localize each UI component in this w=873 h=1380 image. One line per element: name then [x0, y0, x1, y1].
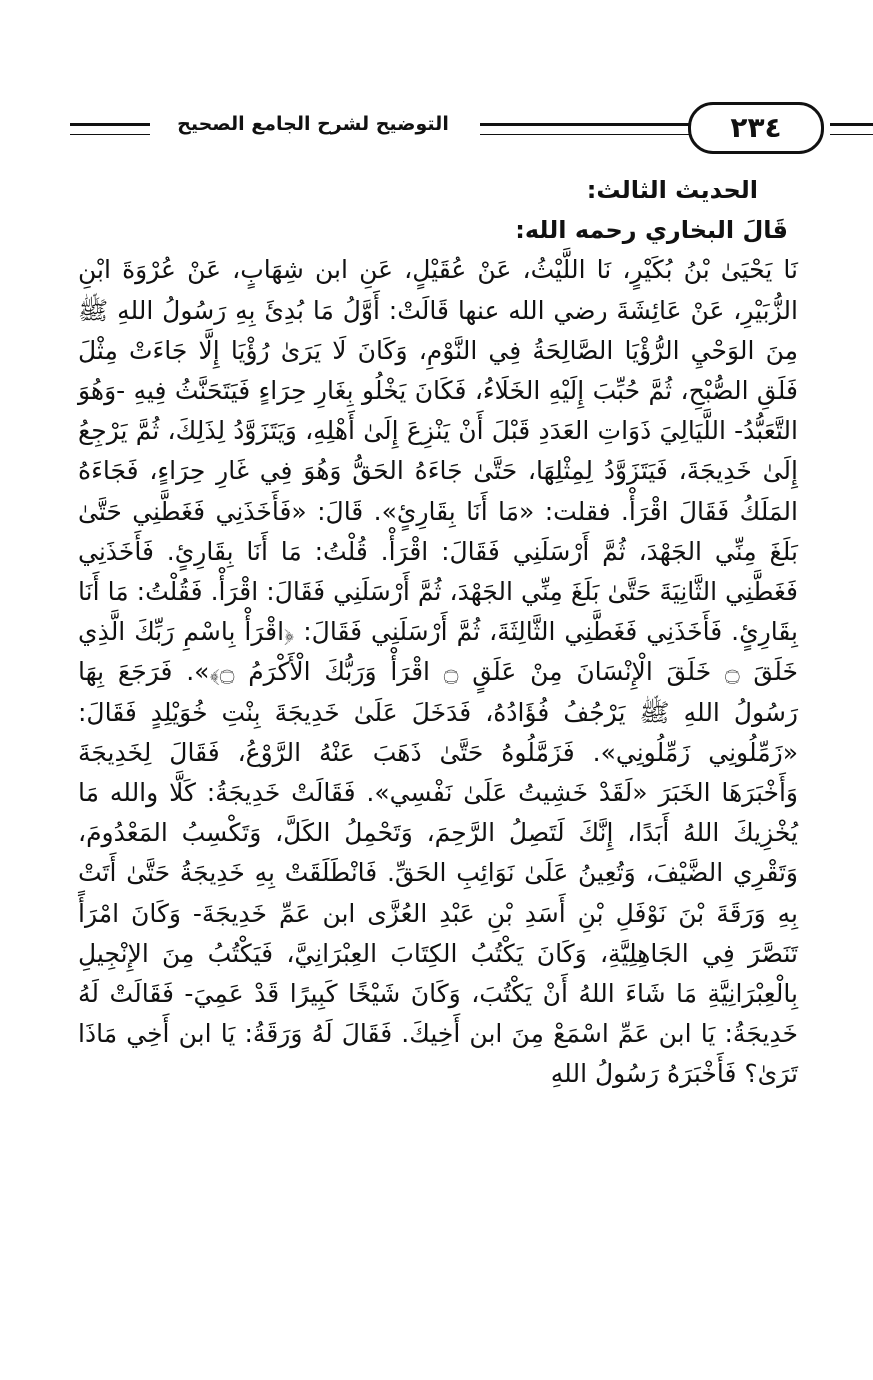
header-rule-far [830, 123, 873, 135]
page-header [70, 105, 805, 155]
hadith-text-body: نَا يَحْيَىٰ بْنُ بُكَيْرٍ، نَا اللَّيْثُ، عَنْ عُقَيْلٍ، عَنِ ابن شِهَابٍ، عَنْ عُرْوَةَ ابْنِ الزُّبَيْرِ، عَنْ عَائِشَةَ رضي الله عنها قَالَتْ: أَوَّلُ مَا بُدِئَ بِهِ رَسُولُ اللهِ ﷺ مِنَ الوَحْيِ الرُّؤْيَا الصَّالِحَةُ فِي النَّوْمِ، وَكَانَ لَا يَرَىٰ رُؤْيَا إِلَّا جَاءَتْ مِثْلَ فَلَقِ الصُّبْحِ، ثُمَّ حُبِّبَ إِلَيْهِ الخَلَاءُ، فَكَانَ يَخْلُو بِغَارِ حِرَاءٍ فَيَتَحَنَّثُ فِيهِ -وَهُوَ التَّعَبُّدُ- اللَّيَالِيَ ذَوَاتِ العَدَدِ قَبْلَ أَنْ يَنْزِعَ إِلَىٰ أَهْلِهِ، وَيَتَزَوَّدُ لِذَلِكَ، ثُمَّ يَرْجِعُ إِلَىٰ خَدِيجَةَ، فَيَتَزَوَّدُ لِمِثْلِهَا، حَتَّىٰ جَاءَهُ الحَقُّ وَهُوَ فِي غَارِ حِرَاءٍ، فَجَاءَهُ المَلَكُ فَقَالَ اقْرَأْ. فقلت: «مَا أَنَا بِقَارِئٍ». قَالَ: «فَأَخَذَنِي فَغَطَّنِي حَتَّىٰ بَلَغَ مِنِّي الجَهْدَ، ثُمَّ أَرْسَلَنِي فَقَالَ: اقْرَأْ. قُلْتُ: مَا أَنَا بِقَارِئٍ. فَأَخَذَنِي فَغَطَّنِي الثَّانِيَةَ حَتَّىٰ بَلَغَ مِنِّي الجَهْدَ، ثُمَّ أَرْسَلَنِي فَقَالَ: اقْرَأْ. فَقُلْتُ: مَا أَنَا بِقَارِئٍ. فَأَخَذَنِي فَغَطَّنِي الثَّالِثَةَ، ثُمَّ أَرْسَلَنِي فَقَالَ: ﴿اقْرَأْ بِاسْمِ رَبِّكَ الَّذِي خَلَقَ ۝ خَلَقَ الْإِنْسَانَ مِنْ عَلَقٍ ۝ اقْرَأْ وَرَبُّكَ الْأَكْرَمُ ۝﴾». فَرَجَعَ بِهَا رَسُولُ اللهِ ﷺ يَرْجُفُ فُؤَادُهُ، فَدَخَلَ عَلَىٰ خَدِيجَةَ بِنْتِ خُوَيْلِدٍ فَقَالَ: «زَمِّلُونِي زَمِّلُونِي». فَزَمَّلُوهُ حَتَّىٰ ذَهَبَ عَنْهُ الرَّوْعُ، فَقَالَ لِخَدِيجَةَ وَأَخْبَرَهَا الخَبَرَ «لَقَدْ خَشِيتُ عَلَىٰ نَفْسِي». فَقَالَتْ خَدِيجَةُ: كَلَّا والله مَا يُخْزِيكَ اللهُ أَبَدًا، إِنَّكَ لَتَصِلُ الرَّحِمَ، وَتَحْمِلُ الكَلَّ، وَتَكْسِبُ المَعْدُومَ، وَتَقْرِي الضَّيْفَ، وَتُعِينُ عَلَىٰ نَوَائِبِ الحَقِّ. فَانْطَلَقَتْ بِهِ خَدِيجَةُ حَتَّىٰ أَتَتْ بِهِ وَرَقَةَ بْنَ نَوْفَلِ بْنِ أَسَدِ بْنِ عَبْدِ العُزَّى ابن عَمِّ خَدِيجَةَ- وَكَانَ امْرَأً تَنَصَّرَ فِي الجَاهِلِيَّةِ، وَكَانَ يَكْتُبُ الكِتَابَ العِبْرَانِيَّ، فَيَكْتُبُ مِنَ الإِنْجِيلِ بِالْعِبْرَانِيَّةِ مَا شَاءَ اللهُ أَنْ يَكْتُبَ، وَكَانَ شَيْخًا كَبِيرًا قَدْ عَمِيَ- فَقَالَتْ لَهُ خَدِيجَةُ: يَا ابن عَمِّ اسْمَعْ مِنَ ابن أَخِيكَ. فَقَالَ لَهُ وَرَقَةُ: يَا ابن أَخِي مَاذَا تَرَىٰ؟ فَأَخْبَرَهُ رَسُولُ اللهِ [78, 255, 798, 1089]
header-rule-left [70, 123, 150, 135]
running-title: التوضيح لشرح الجامع الصحيح [177, 113, 449, 135]
page-body [78, 170, 798, 1095]
hadith-heading: الحديث الثالث: [586, 176, 758, 204]
narrator-intro: قَالَ البخاري رحمه الله: [515, 216, 788, 245]
page-number: ٢٣٤ [688, 102, 824, 154]
hadith-text [78, 250, 798, 1094]
